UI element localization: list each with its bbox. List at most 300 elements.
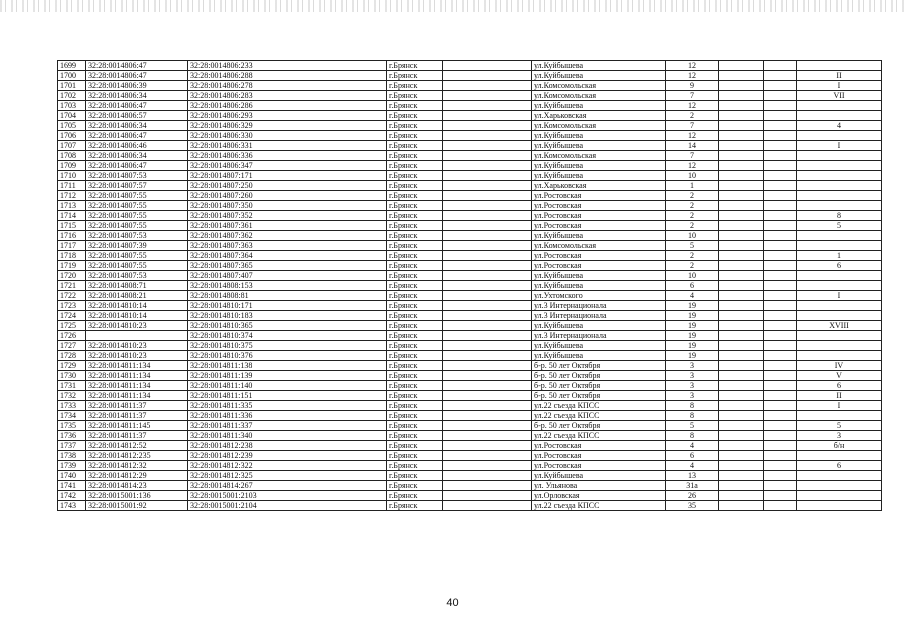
- parcel-cadastral-number-cell: 32:28:0014810:23: [86, 351, 188, 361]
- street-cell: б-р. 50 лет Октября: [532, 361, 666, 371]
- object-cadastral-number-cell: 32:28:0014810:375: [188, 341, 387, 351]
- house-number-cell: 8: [666, 411, 719, 421]
- house-number-cell: 6: [666, 281, 719, 291]
- table-row: [58, 261, 882, 271]
- building-cell: [719, 181, 764, 191]
- parcel-cadastral-number-cell: 32:28:0014807:57: [86, 181, 188, 191]
- object-cadastral-number-cell: 32:28:0014806:347: [188, 161, 387, 171]
- building-cell: [719, 171, 764, 181]
- district-cell: [443, 421, 532, 431]
- city-cell: г.Брянск: [387, 381, 443, 391]
- city-cell: г.Брянск: [387, 501, 443, 511]
- house-number-cell: 12: [666, 131, 719, 141]
- building-cell: [719, 441, 764, 451]
- city-cell: г.Брянск: [387, 241, 443, 251]
- district-cell: [443, 311, 532, 321]
- district-cell: [443, 131, 532, 141]
- building-cell: [719, 311, 764, 321]
- building-cell: [719, 291, 764, 301]
- object-cadastral-number-cell: 32:28:0014810:374: [188, 331, 387, 341]
- building-cell: [719, 331, 764, 341]
- table-row: [58, 481, 882, 491]
- object-cadastral-number-cell: 32:28:0014806:329: [188, 121, 387, 131]
- street-cell: б-р. 50 лет Октября: [532, 421, 666, 431]
- house-number-cell: 2: [666, 221, 719, 231]
- premises-number-cell: 6: [797, 381, 882, 391]
- street-cell: ул.Куйбышева: [532, 171, 666, 181]
- extra-cell: [764, 141, 797, 151]
- district-cell: [443, 471, 532, 481]
- object-cadastral-number-cell: 32:28:0014807:250: [188, 181, 387, 191]
- table-row: [58, 311, 882, 321]
- table-row: [58, 221, 882, 231]
- building-cell: [719, 271, 764, 281]
- premises-number-cell: [797, 471, 882, 481]
- district-cell: [443, 141, 532, 151]
- street-cell: ул.Куйбышева: [532, 341, 666, 351]
- city-cell: г.Брянск: [387, 151, 443, 161]
- city-cell: г.Брянск: [387, 291, 443, 301]
- city-cell: г.Брянск: [387, 341, 443, 351]
- building-cell: [719, 161, 764, 171]
- row-number-cell: 1710: [58, 171, 86, 181]
- premises-number-cell: [797, 161, 882, 171]
- house-number-cell: 19: [666, 331, 719, 341]
- object-cadastral-number-cell: 32:28:0014811:139: [188, 371, 387, 381]
- object-cadastral-number-cell: 32:28:0014806:288: [188, 71, 387, 81]
- row-number-cell: 1740: [58, 471, 86, 481]
- house-number-cell: 19: [666, 351, 719, 361]
- row-number-cell: 1737: [58, 441, 86, 451]
- city-cell: г.Брянск: [387, 71, 443, 81]
- premises-number-cell: [797, 491, 882, 501]
- row-number-cell: 1715: [58, 221, 86, 231]
- parcel-cadastral-number-cell: 32:28:0014806:46: [86, 141, 188, 151]
- premises-number-cell: [797, 311, 882, 321]
- extra-cell: [764, 451, 797, 461]
- house-number-cell: 2: [666, 191, 719, 201]
- premises-number-cell: 5: [797, 421, 882, 431]
- extra-cell: [764, 471, 797, 481]
- building-cell: [719, 481, 764, 491]
- parcel-cadastral-number-cell: 32:28:0015001:92: [86, 501, 188, 511]
- house-number-cell: 7: [666, 151, 719, 161]
- object-cadastral-number-cell: 32:28:0014808:153: [188, 281, 387, 291]
- building-cell: [719, 501, 764, 511]
- object-cadastral-number-cell: 32:28:0014811:140: [188, 381, 387, 391]
- table-row: [58, 381, 882, 391]
- street-cell: ул.Ухтомского: [532, 291, 666, 301]
- table-row: [58, 421, 882, 431]
- premises-number-cell: [797, 181, 882, 191]
- house-number-cell: 7: [666, 91, 719, 101]
- object-cadastral-number-cell: 32:28:0014807:362: [188, 231, 387, 241]
- premises-number-cell: [797, 171, 882, 181]
- house-number-cell: 10: [666, 271, 719, 281]
- building-cell: [719, 461, 764, 471]
- house-number-cell: 13: [666, 471, 719, 481]
- building-cell: [719, 121, 764, 131]
- premises-number-cell: [797, 201, 882, 211]
- street-cell: ул.Харьковская: [532, 181, 666, 191]
- house-number-cell: 5: [666, 241, 719, 251]
- house-number-cell: 2: [666, 211, 719, 221]
- building-cell: [719, 451, 764, 461]
- table-row: [58, 371, 882, 381]
- house-number-cell: 3: [666, 371, 719, 381]
- building-cell: [719, 491, 764, 501]
- district-cell: [443, 241, 532, 251]
- object-cadastral-number-cell: 32:28:0014810:365: [188, 321, 387, 331]
- district-cell: [443, 191, 532, 201]
- scan-artifact: [0, 0, 905, 12]
- parcel-cadastral-number-cell: 32:28:0014807:53: [86, 231, 188, 241]
- building-cell: [719, 281, 764, 291]
- city-cell: г.Брянск: [387, 451, 443, 461]
- parcel-cadastral-number-cell: 32:28:0014811:37: [86, 431, 188, 441]
- city-cell: г.Брянск: [387, 311, 443, 321]
- object-cadastral-number-cell: 32:28:0014806:286: [188, 101, 387, 111]
- table-row: [58, 471, 882, 481]
- district-cell: [443, 161, 532, 171]
- parcel-cadastral-number-cell: 32:28:0014807:55: [86, 251, 188, 261]
- table-row: [58, 231, 882, 241]
- row-number-cell: 1725: [58, 321, 86, 331]
- object-cadastral-number-cell: 32:28:0014807:350: [188, 201, 387, 211]
- city-cell: г.Брянск: [387, 221, 443, 231]
- city-cell: г.Брянск: [387, 301, 443, 311]
- row-number-cell: 1704: [58, 111, 86, 121]
- district-cell: [443, 391, 532, 401]
- object-cadastral-number-cell: 32:28:0014812:325: [188, 471, 387, 481]
- extra-cell: [764, 401, 797, 411]
- district-cell: [443, 271, 532, 281]
- city-cell: г.Брянск: [387, 141, 443, 151]
- row-number-cell: 1706: [58, 131, 86, 141]
- street-cell: ул. Ульянова: [532, 481, 666, 491]
- table-row: [58, 181, 882, 191]
- street-cell: б-р. 50 лет Октября: [532, 381, 666, 391]
- object-cadastral-number-cell: 32:28:0014807:361: [188, 221, 387, 231]
- extra-cell: [764, 361, 797, 371]
- premises-number-cell: I: [797, 141, 882, 151]
- row-number-cell: 1709: [58, 161, 86, 171]
- city-cell: г.Брянск: [387, 391, 443, 401]
- district-cell: [443, 341, 532, 351]
- object-cadastral-number-cell: 32:28:0015001:2104: [188, 501, 387, 511]
- row-number-cell: 1741: [58, 481, 86, 491]
- building-cell: [719, 81, 764, 91]
- row-number-cell: 1739: [58, 461, 86, 471]
- extra-cell: [764, 371, 797, 381]
- premises-number-cell: XVIII: [797, 321, 882, 331]
- street-cell: ул.Комсомольская: [532, 241, 666, 251]
- premises-number-cell: 3: [797, 431, 882, 441]
- street-cell: ул.Куйбышева: [532, 471, 666, 481]
- table-row: [58, 171, 882, 181]
- parcel-cadastral-number-cell: 32:28:0014811:37: [86, 411, 188, 421]
- street-cell: ул.Орловская: [532, 491, 666, 501]
- building-cell: [719, 61, 764, 71]
- row-number-cell: 1713: [58, 201, 86, 211]
- house-number-cell: 10: [666, 171, 719, 181]
- row-number-cell: 1707: [58, 141, 86, 151]
- object-cadastral-number-cell: 32:28:0014811:336: [188, 411, 387, 421]
- city-cell: г.Брянск: [387, 211, 443, 221]
- premises-number-cell: [797, 281, 882, 291]
- street-cell: ул.Куйбышева: [532, 281, 666, 291]
- district-cell: [443, 451, 532, 461]
- parcel-cadastral-number-cell: [86, 331, 188, 341]
- extra-cell: [764, 201, 797, 211]
- extra-cell: [764, 181, 797, 191]
- extra-cell: [764, 321, 797, 331]
- row-number-cell: 1702: [58, 91, 86, 101]
- house-number-cell: 35: [666, 501, 719, 511]
- extra-cell: [764, 311, 797, 321]
- house-number-cell: 8: [666, 431, 719, 441]
- parcel-cadastral-number-cell: 32:28:0014811:145: [86, 421, 188, 431]
- extra-cell: [764, 131, 797, 141]
- object-cadastral-number-cell: 32:28:0014806:331: [188, 141, 387, 151]
- district-cell: [443, 321, 532, 331]
- parcel-cadastral-number-cell: 32:28:0014811:37: [86, 401, 188, 411]
- parcel-cadastral-number-cell: 32:28:0014812:32: [86, 461, 188, 471]
- street-cell: ул.22 съезда КПСС: [532, 411, 666, 421]
- street-cell: ул.Ростовская: [532, 251, 666, 261]
- parcel-cadastral-number-cell: 32:28:0014806:47: [86, 131, 188, 141]
- extra-cell: [764, 211, 797, 221]
- object-cadastral-number-cell: 32:28:0014807:260: [188, 191, 387, 201]
- street-cell: ул.Ростовская: [532, 261, 666, 271]
- row-number-cell: 1708: [58, 151, 86, 161]
- row-number-cell: 1733: [58, 401, 86, 411]
- premises-number-cell: 6: [797, 261, 882, 271]
- premises-number-cell: [797, 231, 882, 241]
- object-cadastral-number-cell: 32:28:0014806:330: [188, 131, 387, 141]
- district-cell: [443, 211, 532, 221]
- parcel-cadastral-number-cell: 32:28:0014806:47: [86, 101, 188, 111]
- house-number-cell: 26: [666, 491, 719, 501]
- city-cell: г.Брянск: [387, 351, 443, 361]
- street-cell: ул.Куйбышева: [532, 101, 666, 111]
- extra-cell: [764, 341, 797, 351]
- building-cell: [719, 221, 764, 231]
- row-number-cell: 1717: [58, 241, 86, 251]
- property-registry-table: [57, 60, 882, 511]
- house-number-cell: 4: [666, 461, 719, 471]
- premises-number-cell: 6: [797, 461, 882, 471]
- object-cadastral-number-cell: 32:28:0014808:81: [188, 291, 387, 301]
- district-cell: [443, 251, 532, 261]
- row-number-cell: 1721: [58, 281, 86, 291]
- table-row: [58, 291, 882, 301]
- object-cadastral-number-cell: 32:28:0014807:364: [188, 251, 387, 261]
- building-cell: [719, 141, 764, 151]
- table-row: [58, 61, 882, 71]
- street-cell: ул.Ростовская: [532, 221, 666, 231]
- building-cell: [719, 321, 764, 331]
- row-number-cell: 1699: [58, 61, 86, 71]
- building-cell: [719, 211, 764, 221]
- table-row: [58, 251, 882, 261]
- building-cell: [719, 151, 764, 161]
- parcel-cadastral-number-cell: 32:28:0015001:136: [86, 491, 188, 501]
- object-cadastral-number-cell: 32:28:0014807:171: [188, 171, 387, 181]
- building-cell: [719, 391, 764, 401]
- table-row: [58, 391, 882, 401]
- street-cell: ул.Куйбышева: [532, 71, 666, 81]
- building-cell: [719, 131, 764, 141]
- parcel-cadastral-number-cell: 32:28:0014806:47: [86, 71, 188, 81]
- house-number-cell: 3: [666, 361, 719, 371]
- city-cell: г.Брянск: [387, 471, 443, 481]
- building-cell: [719, 341, 764, 351]
- parcel-cadastral-number-cell: 32:28:0014812:235: [86, 451, 188, 461]
- premises-number-cell: 1: [797, 251, 882, 261]
- table-row: [58, 401, 882, 411]
- premises-number-cell: 8: [797, 211, 882, 221]
- table-row: [58, 241, 882, 251]
- row-number-cell: 1718: [58, 251, 86, 261]
- premises-number-cell: б/н: [797, 441, 882, 451]
- row-number-cell: 1732: [58, 391, 86, 401]
- row-number-cell: 1727: [58, 341, 86, 351]
- object-cadastral-number-cell: 32:28:0014814:267: [188, 481, 387, 491]
- premises-number-cell: 4: [797, 121, 882, 131]
- row-number-cell: 1728: [58, 351, 86, 361]
- building-cell: [719, 231, 764, 241]
- premises-number-cell: [797, 301, 882, 311]
- district-cell: [443, 291, 532, 301]
- table-row: [58, 441, 882, 451]
- city-cell: г.Брянск: [387, 441, 443, 451]
- street-cell: ул.Куйбышева: [532, 131, 666, 141]
- building-cell: [719, 431, 764, 441]
- district-cell: [443, 201, 532, 211]
- building-cell: [719, 381, 764, 391]
- house-number-cell: 12: [666, 101, 719, 111]
- street-cell: ул.Куйбышева: [532, 271, 666, 281]
- district-cell: [443, 71, 532, 81]
- street-cell: ул.Харьковская: [532, 111, 666, 121]
- district-cell: [443, 431, 532, 441]
- row-number-cell: 1705: [58, 121, 86, 131]
- house-number-cell: 2: [666, 261, 719, 271]
- table-row: [58, 191, 882, 201]
- object-cadastral-number-cell: 32:28:0015001:2103: [188, 491, 387, 501]
- house-number-cell: 12: [666, 71, 719, 81]
- premises-number-cell: [797, 501, 882, 511]
- object-cadastral-number-cell: 32:28:0014810:376: [188, 351, 387, 361]
- table-row: [58, 281, 882, 291]
- extra-cell: [764, 111, 797, 121]
- street-cell: ул.Комсомольская: [532, 91, 666, 101]
- table-row: [58, 361, 882, 371]
- table-row: [58, 81, 882, 91]
- parcel-cadastral-number-cell: 32:28:0014807:53: [86, 171, 188, 181]
- city-cell: г.Брянск: [387, 81, 443, 91]
- street-cell: ул.Куйбышева: [532, 61, 666, 71]
- extra-cell: [764, 71, 797, 81]
- premises-number-cell: [797, 191, 882, 201]
- house-number-cell: 14: [666, 141, 719, 151]
- row-number-cell: 1724: [58, 311, 86, 321]
- district-cell: [443, 411, 532, 421]
- extra-cell: [764, 221, 797, 231]
- object-cadastral-number-cell: 32:28:0014806:336: [188, 151, 387, 161]
- row-number-cell: 1729: [58, 361, 86, 371]
- row-number-cell: 1720: [58, 271, 86, 281]
- table-row: [58, 71, 882, 81]
- district-cell: [443, 281, 532, 291]
- row-number-cell: 1714: [58, 211, 86, 221]
- city-cell: г.Брянск: [387, 131, 443, 141]
- district-cell: [443, 231, 532, 241]
- building-cell: [719, 411, 764, 421]
- table-row: [58, 161, 882, 171]
- premises-number-cell: [797, 411, 882, 421]
- house-number-cell: 2: [666, 201, 719, 211]
- premises-number-cell: [797, 241, 882, 251]
- table-row: [58, 491, 882, 501]
- extra-cell: [764, 461, 797, 471]
- house-number-cell: 19: [666, 301, 719, 311]
- row-number-cell: 1726: [58, 331, 86, 341]
- table-row: [58, 301, 882, 311]
- district-cell: [443, 371, 532, 381]
- district-cell: [443, 441, 532, 451]
- table-row: [58, 341, 882, 351]
- street-cell: б-р. 50 лет Октября: [532, 391, 666, 401]
- street-cell: ул.Куйбышева: [532, 231, 666, 241]
- extra-cell: [764, 61, 797, 71]
- district-cell: [443, 481, 532, 491]
- building-cell: [719, 301, 764, 311]
- extra-cell: [764, 501, 797, 511]
- city-cell: г.Брянск: [387, 201, 443, 211]
- table-row: [58, 111, 882, 121]
- street-cell: ул.Ростовская: [532, 461, 666, 471]
- table-row: [58, 211, 882, 221]
- district-cell: [443, 171, 532, 181]
- city-cell: г.Брянск: [387, 231, 443, 241]
- district-cell: [443, 181, 532, 191]
- row-number-cell: 1734: [58, 411, 86, 421]
- street-cell: ул.Куйбышева: [532, 321, 666, 331]
- house-number-cell: 19: [666, 321, 719, 331]
- street-cell: ул.22 съезда КПСС: [532, 401, 666, 411]
- city-cell: г.Брянск: [387, 91, 443, 101]
- parcel-cadastral-number-cell: 32:28:0014807:55: [86, 201, 188, 211]
- premises-number-cell: [797, 151, 882, 161]
- house-number-cell: 2: [666, 251, 719, 261]
- building-cell: [719, 361, 764, 371]
- table-row: [58, 201, 882, 211]
- row-number-cell: 1711: [58, 181, 86, 191]
- city-cell: г.Брянск: [387, 411, 443, 421]
- premises-number-cell: [797, 61, 882, 71]
- house-number-cell: 12: [666, 61, 719, 71]
- parcel-cadastral-number-cell: 32:28:0014807:55: [86, 211, 188, 221]
- city-cell: г.Брянск: [387, 361, 443, 371]
- table-row: [58, 411, 882, 421]
- premises-number-cell: I: [797, 291, 882, 301]
- city-cell: г.Брянск: [387, 491, 443, 501]
- city-cell: г.Брянск: [387, 271, 443, 281]
- city-cell: г.Брянск: [387, 111, 443, 121]
- district-cell: [443, 501, 532, 511]
